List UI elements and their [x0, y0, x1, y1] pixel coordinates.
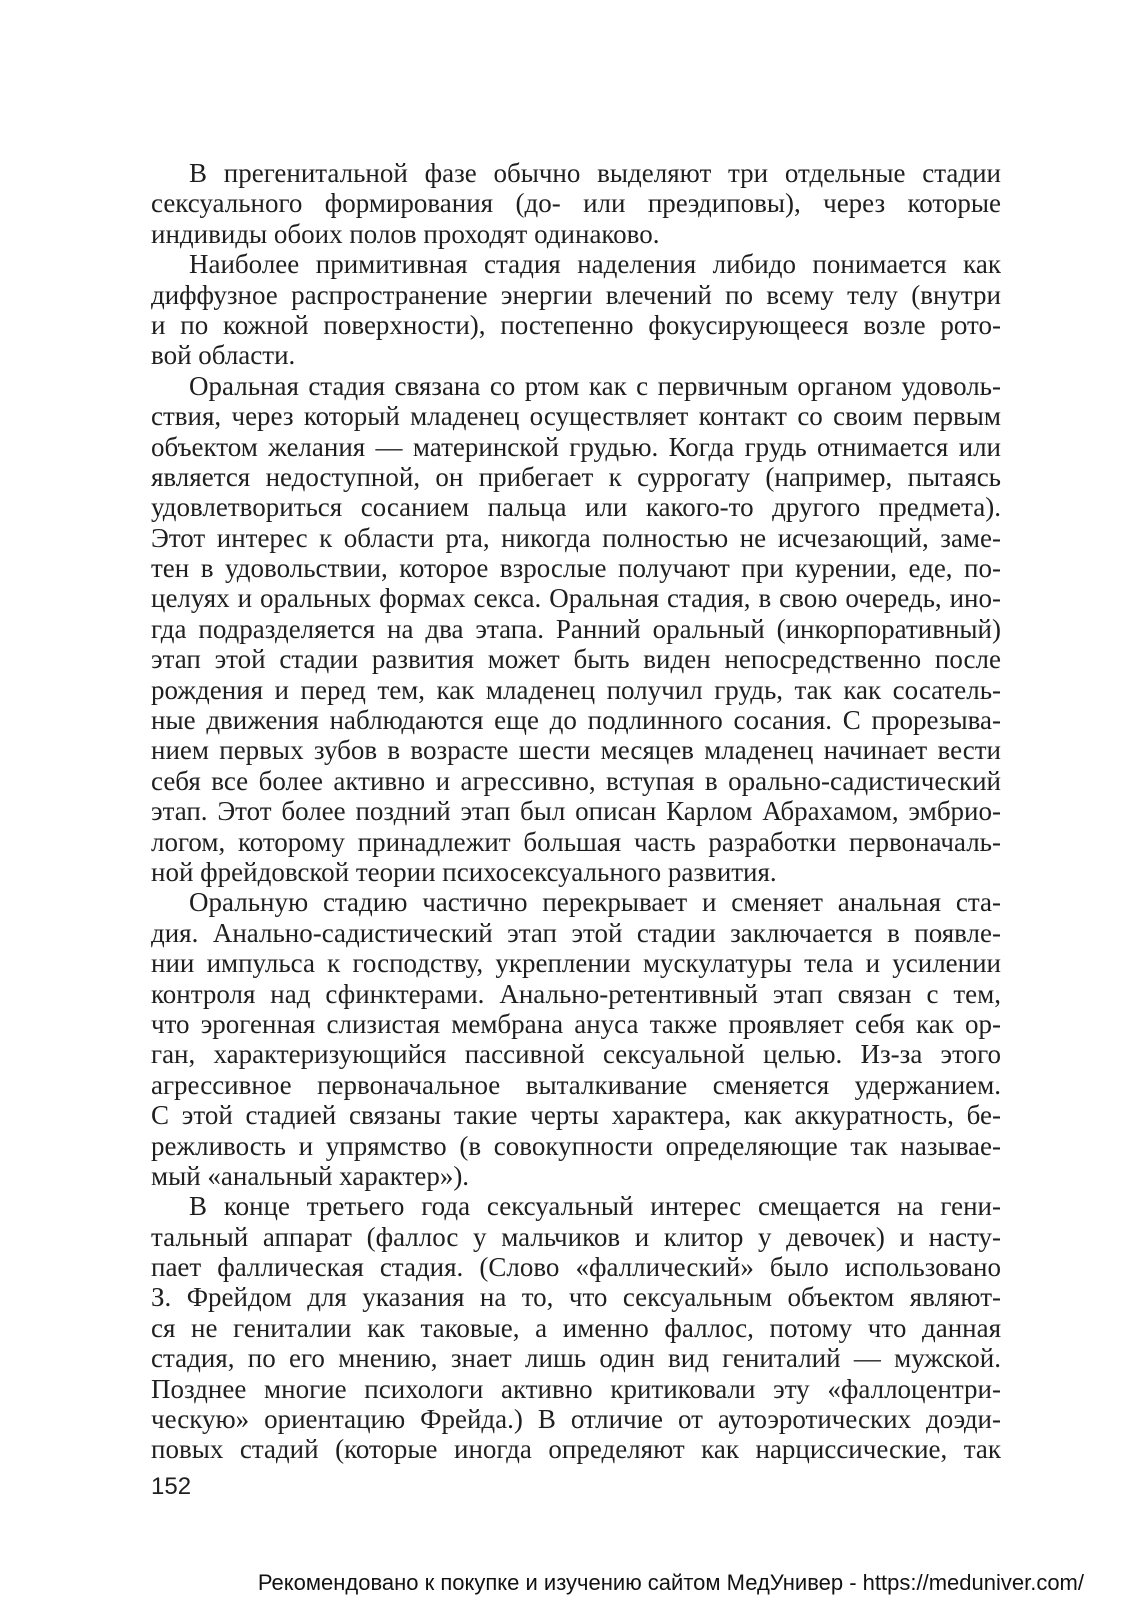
text-line: ные движения наблюдаются еще до подлинного сосания. С прорезыва-: [151, 705, 1001, 736]
paragraph: [151, 249, 1001, 371]
text-line: тальный аппарат (фаллос у мальчиков и клитор у девочек) и насту-: [151, 1221, 1001, 1252]
text-line: этап. Этот более поздний этап был описан Карлом Абрахамом, эмбрио-: [151, 796, 1001, 827]
text-line: ган, характеризующийся пассивной сексуальной целью. Из-за этого: [151, 1039, 1001, 1070]
text-line: гда подразделяется на два этапа. Ранний оральный (инкорпоративный): [151, 613, 1001, 644]
text-line: повых стадий (которые иногда определяют как нарциссические, так: [151, 1434, 1001, 1465]
body-text: [151, 158, 1001, 1465]
text-line: Оральную стадию частично перекрывает и сменяет анальная ста-: [189, 887, 1001, 918]
text-line: что эрогенная слизистая мембрана ануса также проявляет себя как ор-: [151, 1008, 1001, 1039]
text-line: вой области.: [151, 340, 296, 371]
text-line: является недоступной, он прибегает к суррогату (например, пытаясь: [151, 461, 1001, 492]
text-line: дия. Анально-садистический этап этой стадии заключается в появле-: [151, 917, 1001, 948]
text-line: диффузное распространение энергии влечений по всему телу (внутри: [151, 279, 1001, 310]
text-line: объектом желания — материнской грудью. Когда грудь отнимается или: [151, 431, 1001, 462]
text-line: ческую» ориентацию Фрейда.) В отличие от аутоэротических доэди-: [151, 1404, 1001, 1435]
text-line: В конце третьего года сексуальный интерес смещается на гени-: [189, 1191, 1001, 1222]
text-line: и по кожной поверхности), постепенно фокусирующееся возле рото-: [151, 309, 1001, 340]
text-line: нием первых зубов в возрасте шести месяцев младенец начинает вести: [151, 735, 1001, 766]
text-line: С этой стадией связаны такие черты характера, как аккуратность, бе-: [151, 1100, 1001, 1131]
text-line: пает фаллическая стадия. (Слово «фаллический» было использовано: [151, 1252, 1001, 1283]
text-line: рождения и перед тем, как младенец получил грудь, так как сосатель-: [151, 674, 1001, 705]
text-line: режливость и упрямство (в совокупности определяющие так называе-: [151, 1130, 1001, 1161]
text-line: В прегенитальной фазе обычно выделяют три отдельные стадии: [189, 158, 1001, 188]
text-line: удовлетвориться сосанием пальца или какого-то другого предмета).: [151, 492, 1001, 523]
text-line: контроля над сфинктерами. Анально-ретентивный этап связан с тем,: [151, 978, 1001, 1009]
text-line: ной фрейдовской теории психосексуального развития.: [151, 856, 777, 887]
text-line: Этот интерес к области рта, никогда полностью не исчезающий, заме-: [151, 522, 1001, 553]
text-line: сексуального формирования (до- или преэдиповы), через которые: [151, 188, 1001, 219]
paragraph: [151, 1191, 1001, 1465]
text-line: ствия, через который младенец осуществляет контакт со своим первым: [151, 401, 1001, 432]
text-line: Оральная стадия связана со ртом как с первичным органом удоволь-: [189, 370, 1001, 401]
text-line: ся не гениталии как таковые, а именно фаллос, потому что данная: [151, 1312, 1001, 1343]
text-line: нии импульса к господству, укреплении мускулатуры тела и усилении: [151, 948, 1001, 979]
text-line: Наиболее примитивная стадия наделения либидо понимается как: [189, 249, 1001, 280]
text-line: агрессивное первоначальное выталкивание сменяется удержанием.: [151, 1069, 1001, 1100]
paragraph: [151, 371, 1001, 888]
text-line: индивиды обоих полов проходят одинаково.: [151, 218, 660, 249]
text-line: этап этой стадии развития может быть виден непосредственно после: [151, 644, 1001, 675]
text-line: целуях и оральных формах секса. Оральная стадия, в свою очередь, ино-: [151, 583, 1001, 614]
footer-note: Рекомендовано к покупке и изучению сайтом МедУнивер - https://meduniver.com/: [257, 1570, 1084, 1595]
paragraph: [151, 887, 1001, 1191]
text-line: мый «анальный характер»).: [151, 1160, 470, 1191]
page-number: 152: [151, 1473, 192, 1500]
text-line: Позднее многие психологи активно критиковали эту «фаллоцентри-: [151, 1373, 1001, 1404]
text-line: З. Фрейдом для указания на то, что сексуальным объектом являют-: [151, 1282, 1001, 1313]
paragraph: [151, 158, 1001, 249]
text-line: логом, которому принадлежит большая часть разработки первоначаль-: [151, 826, 1001, 857]
text-line: стадия, по его мнению, знает лишь один вид гениталий — мужской.: [151, 1343, 1001, 1374]
text-line: себя все более активно и агрессивно, вступая в орально-садистический: [151, 765, 1001, 796]
text-line: тен в удовольствии, которое взрослые получают при курении, еде, по-: [151, 553, 1001, 584]
